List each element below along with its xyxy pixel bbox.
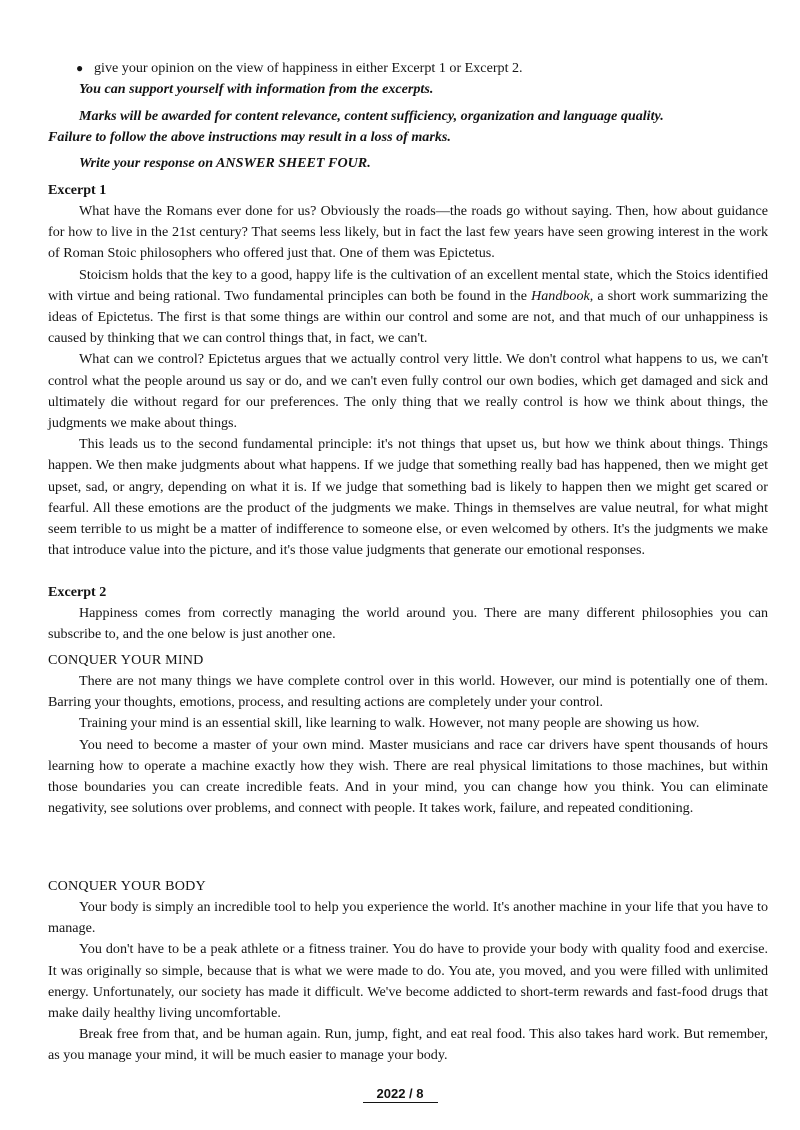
excerpt1-paragraph: This leads us to the second fundamental principle: it's not things that upset us, but how we think about things. Things happen. We then make judgments about what happens. If we judge that something really bad has happened, then we might get upset, sad, or angry, depending on what it is. If we judge that something bad is likely to happen then we might get scared or fearful. All these emotions are the product of the judgments we make. Things in themselves are value neutral, for what might seem terrible to us might be a matter of indifference to someone else, or even welcomed by others. It's the judgments we make that introduce value into the picture, and it's those value judgments that generate our emotional responses. xyxy=(48,436,768,559)
excerpt2-heading: Excerpt 2 xyxy=(48,584,107,600)
excerpt2-intro-paragraph: Happiness comes from correctly managing the world around you. There are many different philosophies you can subscribe to, and the one below is just another one. xyxy=(48,605,768,643)
excerpt1-body xyxy=(48,201,768,561)
page-number: 2022 / 8 xyxy=(363,1086,438,1103)
instruction-write: Write your response on ANSWER SHEET FOUR. xyxy=(79,155,371,171)
conquer-body-body xyxy=(48,897,768,1067)
body-paragraph: You don't have to be a peak athlete or a fitness trainer. You do have to provide your body with quality food and exercise. It was originally so simple, because that is what we were made to do. You ate, you moved, and you were filled with unlimited energy. Unfortunately, our society has made it difficult. We've become addicted to short-term rewards and fast-food drugs that make daily healthy living uncomfortable. xyxy=(48,941,768,1022)
instruction-bullet-text: give your opinion on the view of happiness in either Excerpt 1 or Excerpt 2. xyxy=(94,60,523,76)
bullet-icon: ● xyxy=(76,61,84,75)
book-title: Handbook xyxy=(531,287,590,304)
instruction-marks-line2: Failure to follow the above instructions may result in a loss of marks. xyxy=(48,129,451,145)
excerpt1-heading: Excerpt 1 xyxy=(48,182,107,198)
excerpt1-paragraph: What have the Romans ever done for us? Obviously the roads—the roads go without saying. Then, how about guidance for how to live in the 21st century? That seems less likely, but in fact the last few years have seen growing interest in the work of Roman Stoic philosophers who offered just that. One of them was Epictetus. xyxy=(48,203,768,262)
instruction-bullet xyxy=(76,58,766,79)
conquer-mind-heading: CONQUER YOUR MIND xyxy=(48,652,204,668)
mind-paragraph: There are not many things we have complete control over in this world. However, our mind is potentially one of them. Barring your thoughts, emotions, process, and resulting actions are completely under your control. xyxy=(48,673,768,711)
mind-paragraph: Training your mind is an essential skill, like learning to walk. However, not many people are showing us how. xyxy=(79,715,700,732)
excerpt2-intro xyxy=(48,603,768,645)
page-footer xyxy=(0,1083,800,1104)
body-paragraph: Your body is simply an incredible tool to help you experience the world. It's another machine in your life that you have to manage. xyxy=(48,899,768,937)
conquer-mind-body xyxy=(48,671,768,819)
instruction-support: You can support yourself with information from the excerpts. xyxy=(79,81,434,97)
mind-paragraph: You need to become a master of your own mind. Master musicians and race car drivers have spent thousands of hours learning how to operate a machine exactly how they wish. There are real physical limitations to those machines, but within those boundaries you can create incredible feats. And in your mind, you can change how you think. You can eliminate negativity, see solutions over problems, and connect with people. It takes work, failure, and repeated conditioning. xyxy=(48,736,768,817)
conquer-body-heading: CONQUER YOUR BODY xyxy=(48,878,206,894)
body-paragraph: Break free from that, and be human again. Run, jump, fight, and eat real food. This also takes hard work. But remember, as you manage your mind, it will be much easier to manage your body. xyxy=(48,1026,768,1064)
excerpt1-paragraph: What can we control? Epictetus argues that we actually control very little. We don't control what happens to us, we can't control what the people around us say or do, and we can't even fully control our own bodies, which get damaged and sick and ultimately die without regard for our preferences. The only thing that we really control is how we think about things, the judgments we make about things. xyxy=(48,351,768,432)
excerpt1-paragraph: Stoicism holds that the key to a good, happy life is the cultivation of an excellent mental state, which the Stoics identified with virtue and being rational. Two fundamental principles can both be found in the Handbook, a short work summarizing the ideas of Epictetus. The first is that some things are within our control and some are not, and that much of our unhappiness is caused by thinking that we can control things that, in fact, we can't. xyxy=(48,266,768,347)
instruction-marks-line1: Marks will be awarded for content relevance, content sufficiency, organization and language quality. xyxy=(79,108,664,124)
